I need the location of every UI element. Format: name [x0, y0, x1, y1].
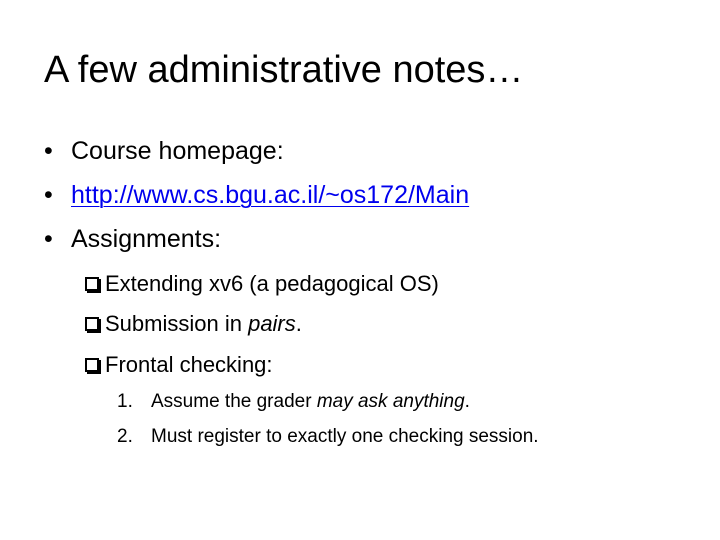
checkbox-bullet-icon [85, 358, 99, 372]
bullet-marker: • [44, 137, 53, 165]
bullet-text: Assignments: [71, 225, 222, 253]
numbered-emphasis: may ask anything [316, 391, 465, 412]
numbered-text-before: Assume the grader [151, 391, 317, 412]
bullet-marker: • [44, 181, 53, 209]
numbered-item-text [151, 388, 470, 416]
course-homepage-link[interactable]: http://www.cs.bgu.ac.il/~os172/Main [71, 181, 470, 209]
numbered-text-after: . [464, 391, 470, 412]
sub-item-text: Frontal checking: [105, 352, 273, 377]
bullet-text: Course homepage: [71, 137, 284, 165]
sub-item-emphasis: pairs [248, 311, 296, 336]
numbered-item-text: Must register to exactly one checking session. [151, 426, 539, 447]
sub-item-text-before: Submission in [105, 311, 249, 336]
sub-item-text [105, 308, 302, 340]
bullet-marker: • [44, 225, 53, 253]
slide-title: A few administrative notes… [44, 49, 524, 91]
checkbox-bullet-icon [85, 277, 99, 291]
sub-item-text: Extending xv6 (a pedagogical OS) [105, 271, 439, 296]
item-number: 1. [117, 391, 133, 412]
item-number: 2. [117, 426, 133, 447]
checkbox-bullet-icon [85, 317, 99, 331]
sub-item-text-after: . [295, 311, 302, 336]
